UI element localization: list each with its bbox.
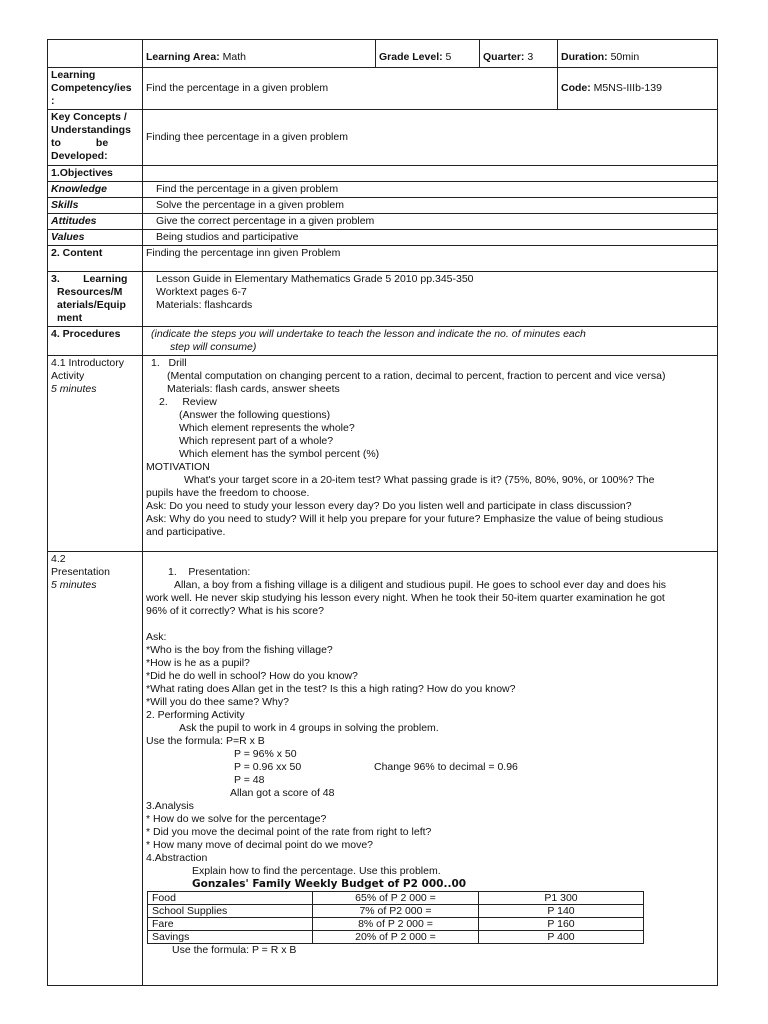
budget-item: Food [148, 892, 313, 905]
resources-label-line: ment [57, 312, 83, 324]
competency-label-line: Learning [51, 69, 96, 81]
drill-materials: Materials: flash cards, answer sheets [167, 383, 340, 395]
performing-text: Ask the pupil to work in 4 groups in solving the problem. [179, 722, 439, 734]
presentation-label-cell [48, 552, 143, 986]
competency-row [48, 68, 718, 110]
resources-label-line: aterials/Equip [57, 299, 126, 311]
procedures-note-line: (indicate the steps you will undertake to teach the lesson and indicate the no. of minutes each [151, 328, 586, 340]
budget-percent: 65% of P 2 000 = [313, 892, 479, 905]
budget-row [148, 931, 644, 944]
presentation-content-cell [143, 552, 718, 986]
budget-row [148, 892, 644, 905]
resources-label-cell [48, 272, 143, 327]
objective-value: Give the correct percentage in a given problem [143, 214, 718, 230]
objective-value: Being studios and participative [143, 230, 718, 246]
intro-time: 5 minutes [51, 383, 97, 395]
competency-value: Find the percentage in a given problem [146, 82, 329, 94]
question-line: *Did he do well in school? How do you know? [146, 670, 358, 682]
presentation-label: 4.2 [51, 553, 66, 565]
lesson-plan-document [47, 39, 717, 986]
budget-percent: 20% of P 2 000 = [313, 931, 479, 944]
resources-value-cell [143, 272, 718, 327]
objective-row-attitudes [48, 214, 718, 230]
analysis-title: 3.Analysis [146, 800, 194, 812]
quarter-value: 3 [527, 50, 534, 63]
calc-line: P = 96% x 50 [234, 748, 297, 760]
story-line: 96% of it correctly? What is his score? [146, 605, 324, 617]
question-line: *Will you do thee same? Why? [146, 696, 289, 708]
content-label: 2. Content [48, 246, 143, 272]
objective-label: Knowledge [48, 182, 143, 198]
budget-item: Savings [148, 931, 313, 944]
budget-percent: 7% of P2 000 = [313, 905, 479, 918]
budget-row [148, 905, 644, 918]
analysis-question: * Did you move the decimal point of the rate from right to left? [146, 826, 432, 838]
header-row [48, 40, 718, 68]
grade-level-label: Grade Level: [379, 50, 443, 63]
analysis-question: * How many move of decimal point do we move? [146, 839, 374, 851]
competency-label-cell [48, 68, 143, 110]
objective-row-knowledge [48, 182, 718, 198]
objectives-heading-row [48, 166, 718, 182]
performing-title: 2. Performing Activity [146, 709, 245, 721]
procedures-note-line: step will consume) [170, 341, 257, 353]
intro-content-cell [143, 356, 718, 552]
duration-cell [558, 40, 718, 68]
learning-area-cell [143, 40, 376, 68]
grade-level-cell [376, 40, 480, 68]
analysis-question: * How do we solve for the percentage? [146, 813, 327, 825]
calc-line: P = 48 [234, 774, 265, 786]
resource-item: Worktext pages 6-7 [156, 286, 247, 298]
question-line: *Who is the boy from the fishing village? [146, 644, 333, 656]
code-value: M5NS-IIIb-139 [593, 82, 662, 94]
resources-label-line: Resources/M [57, 286, 123, 298]
budget-amount: P 400 [479, 931, 644, 944]
competency-label-line: Competency/ies [51, 82, 132, 94]
budget-table [147, 891, 644, 944]
motivation-text: What's your target score in a 20-item test? What passing grade is it? (75%, 80%, 90%, or 100%? The [184, 474, 655, 486]
key-concepts-value: Finding thee percentage in a given problem [146, 131, 348, 143]
learning-area-value: Math [222, 50, 246, 63]
procedures-label: 4. Procedures [48, 327, 143, 356]
motivation-text: pupils have the freedom to choose. [146, 487, 310, 499]
quarter-cell [480, 40, 558, 68]
procedures-row [48, 327, 718, 356]
ask-line: and participative. [146, 526, 226, 538]
review-line: Which element represents the whole? [179, 422, 355, 434]
objective-row-skills [48, 198, 718, 214]
duration-value: 50min [610, 50, 640, 63]
code-label: Code: [561, 82, 591, 94]
intro-label: 4.1 Introductory [51, 357, 124, 369]
intro-label: Activity [51, 370, 85, 382]
calc-line-text: P = 0.96 xx 50 [234, 761, 302, 773]
calc-line: Allan got a score of 48 [230, 787, 335, 799]
key-concepts-label-cell [48, 110, 143, 166]
abstraction-title: 4.Abstraction [146, 852, 208, 864]
budget-row [148, 918, 644, 931]
story-line: work well. He never skip studying his lesson every night. When he took their 50-item quarter examination he got [146, 592, 665, 604]
key-concepts-label-line: Understandings [51, 124, 131, 136]
review-line: Which element has the symbol percent (%) [179, 448, 380, 460]
key-concepts-row [48, 110, 718, 166]
calc-note: Change 96% to decimal = 0.96 [374, 761, 518, 773]
quarter-label: Quarter: [483, 50, 525, 63]
intro-label-cell [48, 356, 143, 552]
drill-desc: (Mental computation on changing percent to a ration, decimal to percent, fraction to percent and vice versa) [167, 370, 666, 382]
budget-item: Fare [148, 918, 313, 931]
key-concepts-label-line: Developed: [51, 150, 108, 162]
intro-activity-row [48, 356, 718, 552]
ask-line: Ask: Why do you need to study? Will it help you prepare for your future? Emphasize the value of being studious [146, 513, 664, 525]
key-concepts-value-cell [143, 110, 718, 166]
competency-value-cell [143, 68, 558, 110]
formula-line: Use the formula: P=R x B [146, 735, 265, 747]
presentation-row [48, 552, 718, 986]
learning-area-label: Learning Area: [146, 50, 220, 63]
content-value: Finding the percentage inn given Problem [143, 246, 718, 272]
objective-value: Find the percentage in a given problem [143, 182, 718, 198]
content-row [48, 246, 718, 272]
objectives-heading-blank [143, 166, 718, 182]
presentation-label: Presentation [51, 566, 110, 578]
budget-amount: P1 300 [479, 892, 644, 905]
budget-item: School Supplies [148, 905, 313, 918]
abstraction-text: Explain how to find the percentage. Use this problem. [192, 865, 441, 877]
ask-label: Ask: [146, 631, 167, 643]
budget-title: Gonzales' Family Weekly Budget of P2 000..00 [192, 878, 467, 890]
procedures-note-cell [143, 327, 718, 356]
duration-label: Duration: [561, 50, 608, 63]
ask-line: Ask: Do you need to study your lesson every day? Do you listen well and participate in class discussion? [146, 500, 632, 512]
lesson-plan-table [47, 39, 718, 986]
objective-label: Values [48, 230, 143, 246]
presentation-title: 1. Presentation: [168, 566, 251, 578]
motivation-title: MOTIVATION [146, 461, 210, 473]
review-line: Which represent part of a whole? [179, 435, 334, 447]
objective-label: Skills [48, 198, 143, 214]
drill-title: 1. Drill [151, 357, 187, 369]
review-title: 2. Review [159, 396, 217, 408]
question-line: *How is he as a pupil? [146, 657, 250, 669]
review-line: (Answer the following questions) [179, 409, 331, 421]
key-concepts-label-line: Key Concepts / [51, 111, 127, 123]
resource-item: Materials: flashcards [156, 299, 253, 311]
formula-end: Use the formula: P = R x B [172, 944, 297, 956]
presentation-time: 5 minutes [51, 579, 97, 591]
objective-value: Solve the percentage in a given problem [143, 198, 718, 214]
story-line: Allan, a boy from a fishing village is a diligent and studious pupil. He goes to school ever day and does his [174, 579, 667, 591]
resources-label-line: 3. Learning [51, 273, 128, 285]
objective-row-values [48, 230, 718, 246]
objectives-heading: 1.Objectives [48, 166, 143, 182]
grade-level-value: 5 [445, 50, 452, 63]
code-cell [558, 68, 718, 110]
budget-percent: 8% of P 2 000 = [313, 918, 479, 931]
objective-label: Attitudes [48, 214, 143, 230]
resources-row [48, 272, 718, 327]
calc-line [146, 761, 714, 774]
resource-item: Lesson Guide in Elementary Mathematics Grade 5 2010 pp.345-350 [156, 273, 474, 285]
budget-amount: P 160 [479, 918, 644, 931]
key-concepts-label-line: to be [51, 137, 109, 149]
header-blank-cell [48, 40, 143, 68]
competency-label-line: : [51, 95, 55, 107]
question-line: *What rating does Allan get in the test? Is this a high rating? How do you know? [146, 683, 516, 695]
budget-amount: P 140 [479, 905, 644, 918]
